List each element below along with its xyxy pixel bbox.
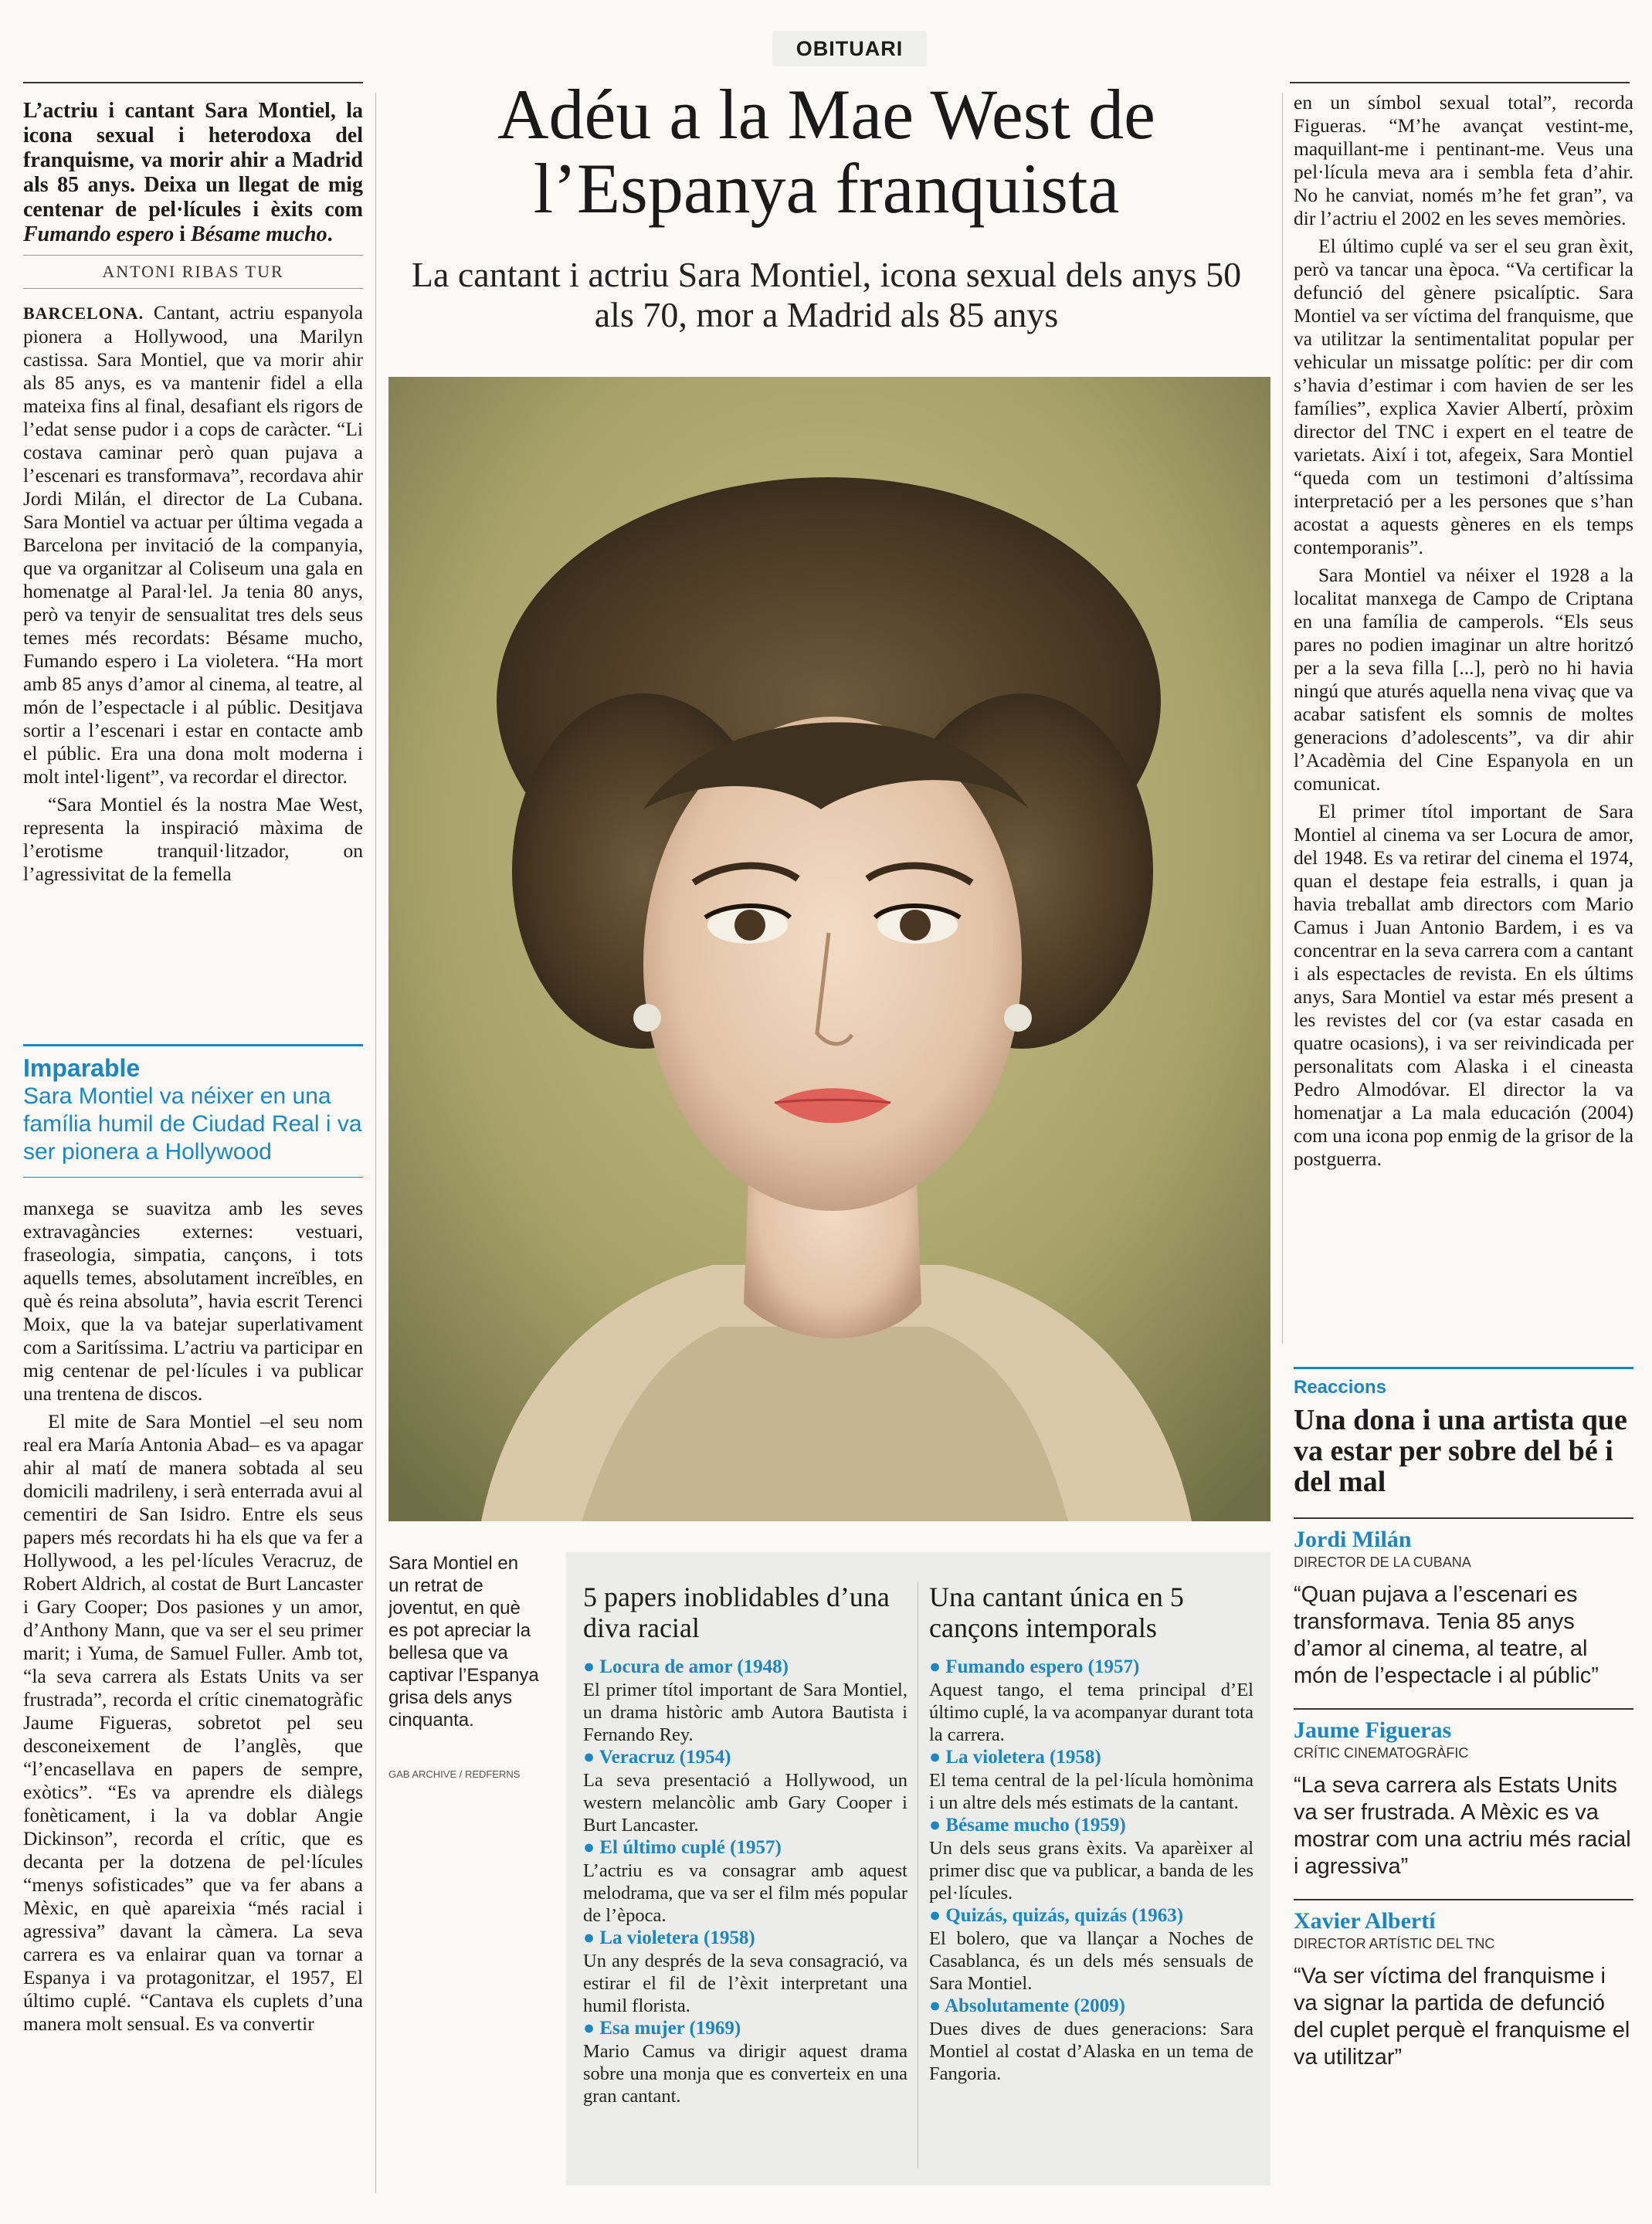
reactions-label: Reaccions bbox=[1294, 1377, 1387, 1398]
column-rule bbox=[375, 93, 376, 2193]
bullet-icon: ● bbox=[929, 1815, 946, 1836]
pullquote bbox=[23, 1044, 363, 1178]
top-rule-right bbox=[1290, 82, 1630, 83]
bullet-icon: ● bbox=[929, 1905, 946, 1926]
paragraph: Sara Montiel va néixer el 1928 a la localitat manxega de Campo de Criptana en una família de camperols. “Els seus pares no podien imaginar un altre horitzó per a la seva filla [...], però no hi havia ningú que aturés aquella nena vivaç que va acabar satisfent els somnis de moltes generacions d’adolescents”, va dir ahir l’Acadèmia del Cine Espanyola en un comunicat. bbox=[1294, 564, 1633, 795]
reaction-quote: “Quan pujava a l’escenari es transformava. Tenia 85 anys d’amor al cinema, al teatre, al món de l’espectacle i al públic” bbox=[1294, 1582, 1599, 1688]
photo-caption: Sara Montiel en un retrat de joventut, en què es pot apreciar la bellesa que va captivar l’Espanya grisa dels anys cinquanta. bbox=[388, 1553, 539, 1731]
films-items bbox=[583, 1656, 907, 2107]
bullet-icon: ● bbox=[583, 1747, 599, 1768]
list-item: ● Quizás, quizás, quizás (1963) El bolero, que va llançar a Noches de Casablanca, és un dels més sensuals de Sara Montiel. bbox=[929, 1905, 1253, 1994]
lead-standfirst: L’actriu i cantant Sara Montiel, la icona sexual i heterodoxa del franquisme, va morir ahir a Madrid als 85 anys. Deixa un llegat de mig centenar de pel·lícules i èxits com Fumando espero i Bésame mucho. bbox=[23, 99, 363, 246]
column-rule bbox=[1282, 93, 1283, 1344]
article-column-3 bbox=[1294, 91, 1633, 1175]
photo-credit: GAB ARCHIVE / REDFERNS bbox=[388, 1768, 521, 1780]
reaction-role: DIRECTOR DE LA CUBANA bbox=[1294, 1554, 1471, 1570]
portrait-illustration bbox=[388, 377, 1270, 1521]
article-column-1-top bbox=[23, 301, 363, 890]
divider bbox=[23, 1177, 363, 1178]
reaction-name: Jordi Milán bbox=[1294, 1527, 1412, 1552]
paragraph: manxega se suavitza amb les seves extravagàncies externes: vestuari, fraseologia, simpatia, cançons, i tots aquells temes, absolutament increïbles, en què és reina absoluta”, havia escrit Terenci Moix, que la va batejar superlativament com a Saritíssima. L’actriu va participar en mig centenar de pel·lícules i va publicar una trentena de discos. bbox=[23, 1197, 363, 1405]
reaction-item bbox=[1294, 1899, 1633, 2071]
reaction-quote: “La seva carrera als Estats Units va ser frustrada. A Mèxic es va mostrar com una actriu més racial i agressiva” bbox=[1294, 1773, 1631, 1879]
list-item: ● El último cuplé (1957) L’actriu es va consagrar amb aquest melodrama, que va ser el film més popular de l’època. bbox=[583, 1837, 907, 1926]
paragraph: El primer títol important de Sara Montiel al cinema va ser Locura de amor, del 1948. Es va retirar del cinema el 1974, quan el destape feia estralls, i quan ja havia treballat amb directors com Mario Camus i Juan Antonio Bardem, i es va concentrar en la seva carrera com a cantant i als espectacles de revista. En els últims anys, Sara Montiel va estar més present a les revistes del cor (va estar casada en quatre ocasions), i va ser reivindicada per personalitats com Alaska i el cineasta Pedro Almodóvar. El director la va homenatjar a La mala educación (2004) com una icona pop enmig de la grisor de la postguerra. bbox=[1294, 800, 1633, 1170]
bullet-icon: ● bbox=[583, 2018, 600, 2039]
reaction-item bbox=[1294, 1517, 1633, 1690]
songs-title: Una cantant única en 5 cançons intemporals bbox=[929, 1582, 1184, 1643]
list-item: ● La violetera (1958) Un any després de la seva consagració, va estirar el fil de l’èxit interpretant una humil florista. bbox=[583, 1927, 907, 2016]
list-item: ● Locura de amor (1948) El primer títol important de Sara Montiel, un drama històric amb Autora Bautista i Fernando Rey. bbox=[583, 1656, 907, 1745]
list-item: ● Esa mujer (1969) Mario Camus va dirigir aquest drama sobre una monja que es converteix en una gran cantant. bbox=[583, 2018, 907, 2107]
pullquote-text: Sara Montiel va néixer en una família humil de Ciudad Real i va ser pionera a Hollywood bbox=[23, 1083, 362, 1165]
list-item: ● Bésame mucho (1959) Un dels seus grans èxits. Va aparèixer al primer disc que va publicar, a banda de les pel·lícules. bbox=[929, 1815, 1253, 1904]
paragraph: en un símbol sexual total”, recorda Figueras. “M’he avançat vestint-me, maquillant-me i pentinant-me. Veus una pel·lícula meva ara i sembla feta d’ahir. No he canviat, només m’he fet gran”, va dir l’actriu el 2002 en les seves memòries. bbox=[1294, 91, 1633, 229]
reaction-role: CRÍTIC CINEMATOGRÀFIC bbox=[1294, 1745, 1469, 1761]
list-item: ● Fumando espero (1957) Aquest tango, el tema principal d’El último cuplé, la va acompanyar durant tota la carrera. bbox=[929, 1656, 1253, 1745]
films-title: 5 papers inoblidables d’una diva racial bbox=[583, 1582, 890, 1643]
list-item: ● Absolutamente (2009) Dues dives de dues generacions: Sara Montiel al costat d’Alaska en un tema de Fangoria. bbox=[929, 1995, 1253, 2084]
byline: ANTONI RIBAS TUR bbox=[23, 255, 363, 289]
subheadline: La cantant i actriu Sara Montiel, icona sexual dels anys 50 als 70, mor a Madrid als 85 anys bbox=[411, 255, 1242, 334]
reactions-title: Una dona i una artista que va estar per sobre del bé i del mal bbox=[1294, 1404, 1627, 1498]
list-item: ● Veracruz (1954) La seva presentació a Hollywood, un western melancòlic amb Gary Cooper i Burt Lancaster. bbox=[583, 1747, 907, 1836]
reaction-role: DIRECTOR ARTÍSTIC DEL TNC bbox=[1294, 1936, 1495, 1951]
songs-list bbox=[929, 1582, 1253, 2085]
section-label: OBITUARI bbox=[772, 31, 927, 66]
bullet-icon: ● bbox=[583, 1656, 600, 1677]
paragraph: “Sara Montiel és la nostra Mae West, representa la inspiració màxima de l’erotisme tranquil·litzador, on l’agressivitat de la femella bbox=[23, 793, 363, 885]
paragraph: BARCELONA. Cantant, actriu espanyola pionera a Hollywood, una Marilyn castissa. Sara Montiel, que va morir ahir als 85 anys, es va mantenir fidel a ella mateixa fins al final, desafiant els rigors de l’edat sense pudor i a cops de caràcter. “Li costava caminar però quan pujava a l’escenari es transformava”, recordava ahir Jordi Milán, el director de La Cubana. Sara Montiel va actuar per última vegada a Barcelona per invitació de la companyia, que va organitzar al Coliseum una gala en homenatge al Paral·lel. Ja tenia 80 anys, però va tenyir de sensualitat tres dels seus temes més recordats: Bésame mucho, Fumando espero i La violetera. “Ha mort amb 85 anys d’amor al cinema, al teatre, al món de l’espectacle i al públic. Desitjava sortir a l’escenari i estar en contacte amb el públic. Era una dona molt moderna i molt intel·ligent”, va recordar el director. bbox=[23, 301, 363, 788]
paragraph: El último cuplé va ser el seu gran èxit, però va tancar una època. “Va certificar la defunció del gènere psicalíptic. Sara Montiel va ser víctima del franquisme, que va utilitzar la sentimentalitat popular per vehicular un missatge polític: per dir com s’havia d’estimar i com havien de ser les famílies”, explica Xavier Albertí, pròxim director del TNC i expert en el teatre de varietats. Així i tot, afegeix, Sara Montiel “queda com un testimoni d’altíssima interpretació per a les persones que s’han acostat a aquests gèneres en els temps contemporanis”. bbox=[1294, 235, 1633, 558]
songs-items bbox=[929, 1656, 1253, 2085]
films-list bbox=[583, 1582, 907, 2107]
bullet-icon: ● bbox=[929, 1747, 946, 1768]
list-item: ● La violetera (1958) El tema central de la pel·lícula homònima i un altre dels més estimats de la cantant. bbox=[929, 1747, 1253, 1813]
article-column-1-bottom bbox=[23, 1197, 363, 2040]
reaction-item bbox=[1294, 1708, 1633, 1880]
bullet-icon: ● bbox=[929, 1995, 945, 2016]
reaction-name: Jaume Figueras bbox=[1294, 1717, 1452, 1743]
headline: Adéu a la Mae West de l’Espanya franquista bbox=[497, 75, 1155, 228]
paragraph: El mite de Sara Montiel –el seu nom real era María Antonia Abad– es va apagar ahir al matí de manera sobtada al seu domicili madrileny, i serà enterrada avui al cementiri de San Isidro. Entre els seus papers més recordats hi ha els que va fer a Hollywood, a les pel·lícules Veracruz, de Robert Aldrich, al costat de Burt Lancaster i Gary Cooper; Dos pasiones y un amor, d’Anthony Mann, que va ser el seu primer marit; i Yuma, de Samuel Fuller. Amb tot, “la seva carrera als Estats Units va ser frustrada”, recorda el crític cinematogràfic Jaume Figueras, sobretot pel seu desconeixement de l’anglès, que “l’encasellava en papers de sempre, exòtics”. “Es va aprendre els diàlegs fonèticament, i la va doblar Angie Dickinson”, recorda el crític, que es decanta per la dotzena de pel·lícules “menys sofisticades” que va fer abans a Mèxic, en què apareixia “més racial i agressiva” davant la càmera. La seva carrera es va enlairar quan va tornar a Espanya i va protagonitzar, el 1957, El último cuplé. “Cantava els cuplets d’una manera molt sensual. Es va convertir bbox=[23, 1410, 363, 2035]
portrait-photo bbox=[388, 377, 1270, 1521]
pullquote-title: Imparable bbox=[23, 1054, 141, 1082]
bullet-icon: ● bbox=[583, 1927, 600, 1948]
reaction-quote: “Va ser víctima del franquisme i va signar la partida de defunció del cuplet perquè el franquisme el va utilitzar” bbox=[1294, 1964, 1630, 2070]
bullet-icon: ● bbox=[929, 1656, 946, 1677]
reactions-block bbox=[1294, 1367, 1633, 2071]
sidebar-box bbox=[566, 1552, 1270, 2185]
top-rule-left bbox=[23, 82, 363, 83]
bullet-icon: ● bbox=[583, 1837, 600, 1858]
reaction-name: Xavier Albertí bbox=[1294, 1908, 1436, 1934]
